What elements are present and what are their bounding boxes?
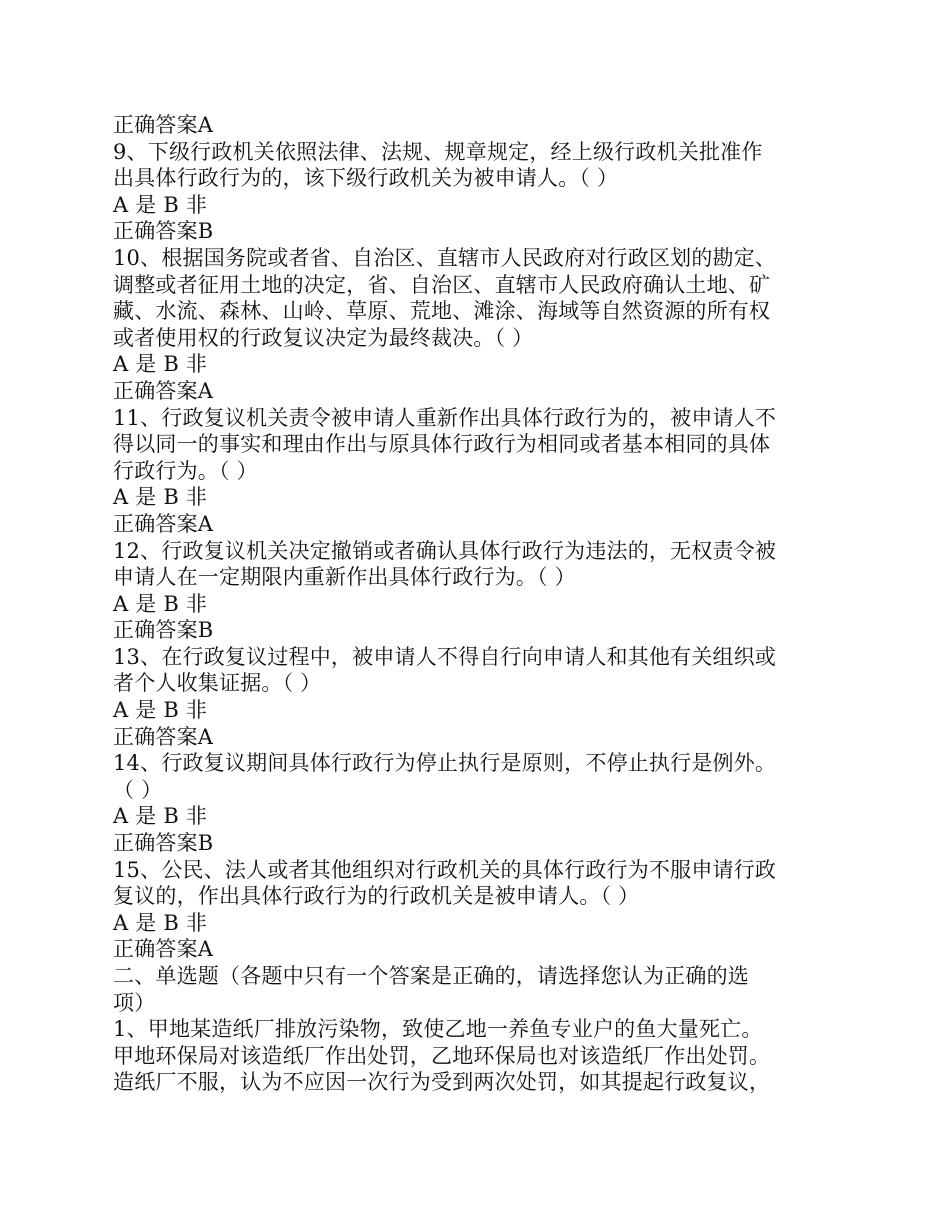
text-line: 9、下级行政机关依照法律、法规、规章规定，经上级行政机关批准作	[113, 139, 763, 164]
text-line: 复议的，作出具体行政行为的行政机关是被申请人。（ ）	[113, 884, 640, 909]
text-line: （ ）	[113, 777, 163, 802]
text-line: 11、行政复议机关责令被申请人重新作出具体行政行为的，被申请人不	[113, 405, 777, 430]
text-line: 14、行政复议期间具体行政行为停止执行是原则，不停止执行是例外。	[113, 751, 777, 776]
text-line: 正确答案A	[113, 378, 214, 403]
text-line: 出具体行政行为的，该下级行政机关为被申请人。（ ）	[113, 166, 619, 191]
text-line: A 是 B 非	[113, 698, 208, 723]
text-line: 得以同一的事实和理由作出与原具体行政行为相同或者基本相同的具体	[113, 432, 771, 457]
text-line: 正确答案B	[113, 219, 214, 244]
text-line: 1、甲地某造纸厂排放污染物，致使乙地一养鱼专业户的鱼大量死亡。	[113, 1017, 763, 1042]
text-line: 者个人收集证据。（ ）	[113, 671, 322, 696]
text-line: 正确答案A	[113, 724, 214, 749]
text-line: 调整或者征用土地的决定，省、自治区、直辖市人民政府确认土地、矿	[113, 272, 771, 297]
text-line: 二、单选题（各题中只有一个答案是正确的，请选择您认为正确的选	[113, 964, 749, 988]
text-line: 正确答案B	[113, 618, 214, 643]
document-body	[113, 112, 843, 1096]
text-line: A 是 B 非	[113, 804, 208, 829]
text-line: 10、根据国务院或者省、自治区、直辖市人民政府对行政区划的勘定、	[113, 245, 777, 270]
text-line: 项）	[113, 990, 156, 1015]
text-line: A 是 B 非	[113, 192, 208, 217]
text-line: A 是 B 非	[113, 910, 208, 935]
text-line: A 是 B 非	[113, 485, 208, 510]
text-line: 申请人在一定期限内重新作出具体行政行为。（ ）	[113, 565, 576, 590]
text-line: 15、公民、法人或者其他组织对行政机关的具体行政行为不服申请行政	[113, 857, 777, 882]
text-line: 藏、水流、森林、山岭、草原、荒地、滩涂、海域等自然资源的所有权	[113, 299, 771, 324]
text-line: 13、在行政复议过程中，被申请人不得自行向申请人和其他有关组织或	[113, 644, 777, 669]
text-line: 造纸厂不服，认为不应因一次行为受到两次处罚，如其提起行政复议，	[113, 1070, 771, 1095]
text-line: 正确答案A	[113, 937, 214, 962]
text-line: 甲地环保局对该造纸厂作出处罚，乙地环保局也对该造纸厂作出处罚。	[113, 1043, 771, 1068]
text-line: 行政行为。（ ）	[113, 458, 258, 483]
text-line: A 是 B 非	[113, 591, 208, 616]
text-line: 12、行政复议机关决定撤销或者确认具体行政行为违法的，无权责令被	[113, 538, 777, 563]
text-line: A 是 B 非	[113, 352, 208, 377]
text-line: 正确答案A	[113, 511, 214, 536]
text-line: 正确答案A	[113, 113, 214, 137]
text-line: 或者使用权的行政复议决定为最终裁决。（ ）	[113, 325, 534, 350]
text-line: 正确答案B	[113, 831, 214, 856]
